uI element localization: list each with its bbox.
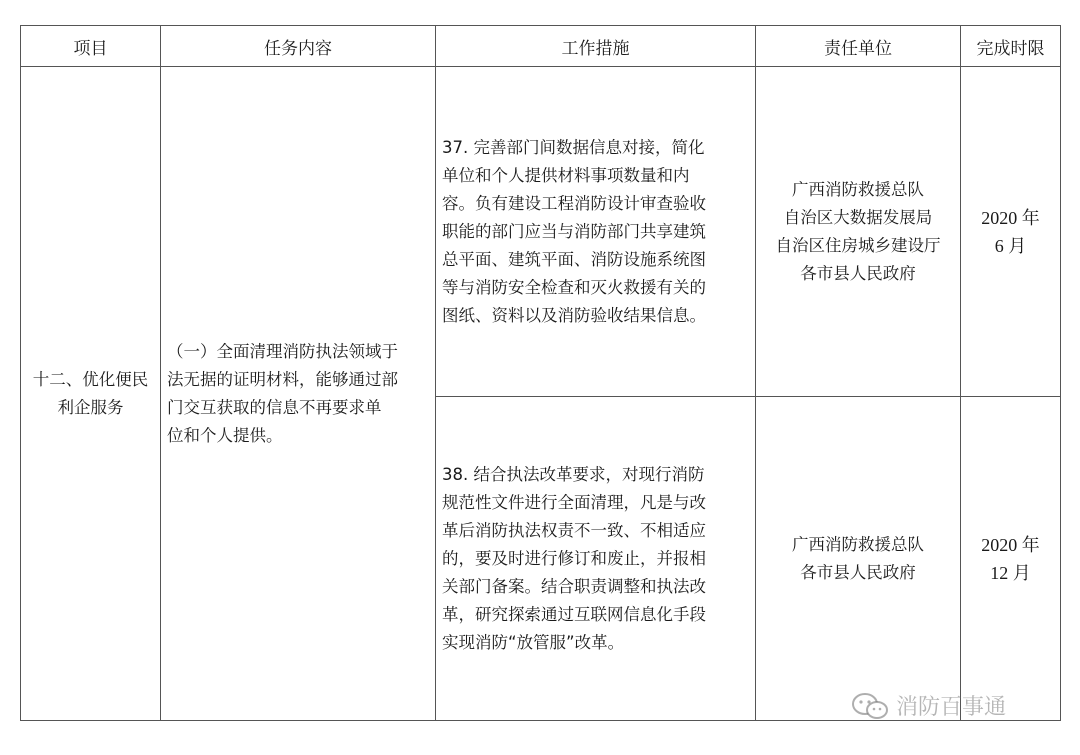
responsible-line: 各市县人民政府 xyxy=(800,562,916,582)
measure-line: 图纸、资料以及消防验收结果信息。 xyxy=(442,305,706,325)
measure-line: 容。负有建设工程消防设计审查验收 xyxy=(442,193,706,213)
responsible-line: 广西消防救援总队 xyxy=(792,179,924,199)
header-task: 任务内容 xyxy=(161,26,436,67)
measure-line: 38. 结合执法改革要求，对现行消防 xyxy=(442,464,705,484)
deadline-year: 2020 年 xyxy=(981,534,1040,555)
measure-cell-38 xyxy=(436,397,756,721)
deadline-month: 12 月 xyxy=(990,562,1031,583)
header-deadline: 完成时限 xyxy=(961,26,1061,67)
measure-line: 革后消防执法权责不一致、不相适应 xyxy=(442,520,706,540)
project-line: 十二、优化便民 xyxy=(32,369,149,389)
task-line: 位和个人提供。 xyxy=(167,425,283,445)
table-header-row xyxy=(21,26,1061,67)
task-cell xyxy=(161,67,436,721)
watermark xyxy=(850,690,1006,721)
header-project: 项目 xyxy=(21,26,161,67)
responsible-cell-37 xyxy=(756,67,961,397)
responsible-line: 自治区大数据发展局 xyxy=(783,207,933,227)
deadline-cell-37 xyxy=(961,67,1061,397)
measure-line: 总平面、建筑平面、消防设施系统图 xyxy=(442,249,706,269)
measure-line: 关部门备案。结合职责调整和执法改 xyxy=(442,576,706,596)
measure-line: 职能的部门应当与消防部门共享建筑 xyxy=(442,221,706,241)
deadline-year: 2020 年 xyxy=(981,207,1040,228)
project-line: 利企服务 xyxy=(57,397,124,417)
measure-line: 规范性文件进行全面清理，凡是与改 xyxy=(442,492,706,512)
measure-cell-37 xyxy=(436,67,756,397)
measure-line: 的，要及时进行修订和废止，并报相 xyxy=(442,548,706,568)
deadline-month: 6 月 xyxy=(994,235,1027,256)
wechat-icon xyxy=(850,691,890,721)
deadline-cell-38 xyxy=(961,397,1061,721)
measure-line: 等与消防安全检查和灭火救援有关的 xyxy=(442,277,706,297)
responsible-cell-38 xyxy=(756,397,961,721)
task-line: （一）全面清理消防执法领域于 xyxy=(167,341,398,361)
responsible-line: 各市县人民政府 xyxy=(800,263,916,283)
project-cell xyxy=(21,67,161,721)
measure-line: 单位和个人提供材料事项数量和内 xyxy=(442,165,690,185)
responsible-line: 自治区住房城乡建设厅 xyxy=(775,235,941,255)
table-row xyxy=(21,67,1061,397)
watermark-text: 消防百事通 xyxy=(896,695,1007,720)
task-table xyxy=(20,25,1061,721)
measure-line: 革，研究探索通过互联网信息化手段 xyxy=(442,604,706,624)
task-line: 法无据的证明材料，能够通过部 xyxy=(167,369,398,389)
header-measures: 工作措施 xyxy=(436,26,756,67)
task-line: 门交互获取的信息不再要求单 xyxy=(167,397,382,417)
header-responsible: 责任单位 xyxy=(756,26,961,67)
measure-line: 实现消防“放管服”改革。 xyxy=(442,632,625,652)
measure-line: 37. 完善部门间数据信息对接，简化 xyxy=(442,137,705,157)
responsible-line: 广西消防救援总队 xyxy=(792,534,924,554)
